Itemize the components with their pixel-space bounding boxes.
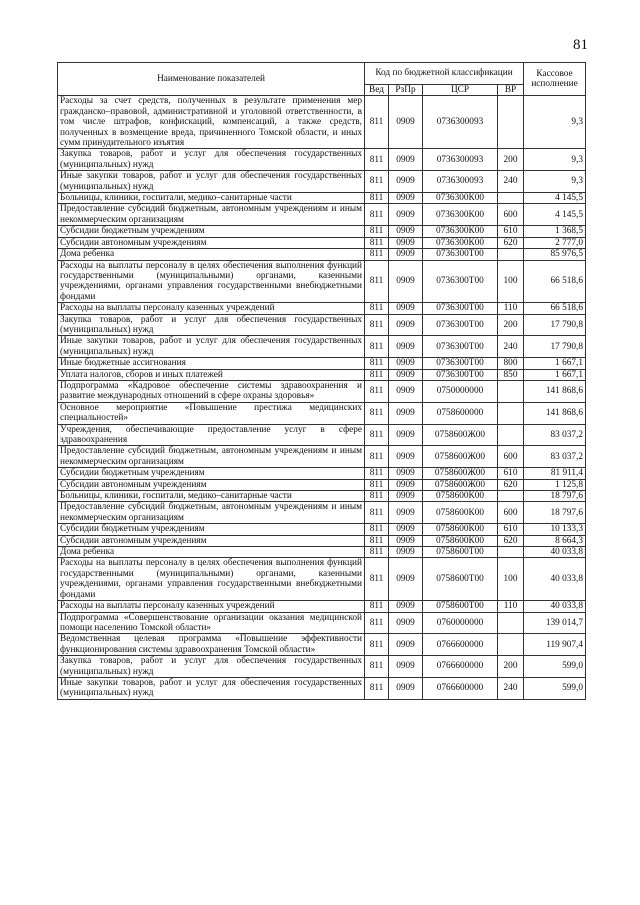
table-row bbox=[58, 369, 586, 380]
row-amount: 85 976,5 bbox=[524, 249, 586, 260]
row-name: Подпрограмма «Совершенствование организации оказания медицинской помощи населению Томской области» bbox=[58, 612, 365, 634]
row-vr: 110 bbox=[498, 303, 524, 314]
row-name: Расходы на выплаты персоналу казенных учреждений bbox=[58, 303, 365, 314]
row-ved: 811 bbox=[365, 547, 389, 558]
row-csr: 0758600Ж00 bbox=[423, 468, 498, 479]
table-row bbox=[58, 237, 586, 248]
row-amount: 40 033,8 bbox=[524, 558, 586, 601]
row-amount: 139 014,7 bbox=[524, 612, 586, 634]
row-amount: 2 777,0 bbox=[524, 237, 586, 248]
row-rzpr: 0909 bbox=[389, 204, 423, 226]
row-name: Основное мероприятие «Повышение престижа медицинских специальностей» bbox=[58, 402, 365, 424]
row-name: Расходы на выплаты персоналу казенных учреждений bbox=[58, 601, 365, 612]
row-rzpr: 0909 bbox=[389, 547, 423, 558]
row-amount: 9,3 bbox=[524, 171, 586, 193]
row-vr: 620 bbox=[498, 535, 524, 546]
row-rzpr: 0909 bbox=[389, 380, 423, 402]
row-vr bbox=[498, 96, 524, 149]
row-csr: 0736300К00 bbox=[423, 237, 498, 248]
row-csr: 0758600Т00 bbox=[423, 601, 498, 612]
row-name: Дома ребенка bbox=[58, 249, 365, 260]
table-row bbox=[58, 303, 586, 314]
row-rzpr: 0909 bbox=[389, 193, 423, 204]
row-name: Дома ребенка bbox=[58, 547, 365, 558]
row-csr: 0736300093 bbox=[423, 96, 498, 149]
row-vr: 610 bbox=[498, 468, 524, 479]
table-row bbox=[58, 535, 586, 546]
table-row bbox=[58, 558, 586, 601]
row-vr bbox=[498, 193, 524, 204]
header-csr: ЦСР bbox=[423, 85, 498, 96]
row-name: Расходы на выплаты персоналу в целях обеспечения выполнения функций государственными (муниципальными) органами, казенными учреждениями, органами управления государственными внебюджетными фондами bbox=[58, 558, 365, 601]
table-row bbox=[58, 96, 586, 149]
row-name: Больницы, клиники, госпитали, медико–санитарные части bbox=[58, 491, 365, 502]
row-name: Субсидии автономным учреждениям bbox=[58, 479, 365, 490]
row-amount: 40 033,8 bbox=[524, 547, 586, 558]
header-amount: Кассовое исполнение bbox=[524, 63, 586, 96]
row-name: Субсидии автономным учреждениям bbox=[58, 237, 365, 248]
row-rzpr: 0909 bbox=[389, 303, 423, 314]
row-rzpr: 0909 bbox=[389, 446, 423, 468]
table-row bbox=[58, 479, 586, 490]
table-row bbox=[58, 612, 586, 634]
row-vr: 600 bbox=[498, 204, 524, 226]
row-amount: 66 518,6 bbox=[524, 303, 586, 314]
row-ved: 811 bbox=[365, 612, 389, 634]
row-amount: 4 145,5 bbox=[524, 204, 586, 226]
row-csr: 0736300Т00 bbox=[423, 303, 498, 314]
row-rzpr: 0909 bbox=[389, 524, 423, 535]
row-vr: 100 bbox=[498, 260, 524, 303]
table-row bbox=[58, 249, 586, 260]
header-rzpr: РзПр bbox=[389, 85, 423, 96]
row-vr: 240 bbox=[498, 677, 524, 699]
row-rzpr: 0909 bbox=[389, 249, 423, 260]
table-row bbox=[58, 193, 586, 204]
table-row bbox=[58, 358, 586, 369]
row-name: Учреждения, обеспечивающие предоставление услуг в сфере здравоохранения bbox=[58, 424, 365, 446]
row-vr: 240 bbox=[498, 171, 524, 193]
table-row bbox=[58, 656, 586, 678]
table-row bbox=[58, 260, 586, 303]
row-csr: 0758600Т00 bbox=[423, 558, 498, 601]
row-rzpr: 0909 bbox=[389, 677, 423, 699]
row-csr: 0758600Ж00 bbox=[423, 479, 498, 490]
row-name: Уплата налогов, сборов и иных платежей bbox=[58, 369, 365, 380]
row-ved: 811 bbox=[365, 226, 389, 237]
row-ved: 811 bbox=[365, 558, 389, 601]
row-csr: 0758600Ж00 bbox=[423, 446, 498, 468]
row-csr: 0758600К00 bbox=[423, 491, 498, 502]
row-ved: 811 bbox=[365, 260, 389, 303]
row-amount: 1 125,8 bbox=[524, 479, 586, 490]
row-ved: 811 bbox=[365, 601, 389, 612]
row-rzpr: 0909 bbox=[389, 535, 423, 546]
row-vr bbox=[498, 249, 524, 260]
row-csr: 0760000000 bbox=[423, 612, 498, 634]
table-row bbox=[58, 204, 586, 226]
row-name: Субсидии бюджетным учреждениям bbox=[58, 468, 365, 479]
header-ved: Вед bbox=[365, 85, 389, 96]
row-rzpr: 0909 bbox=[389, 468, 423, 479]
row-vr: 620 bbox=[498, 479, 524, 490]
row-vr: 600 bbox=[498, 502, 524, 524]
row-amount: 10 133,3 bbox=[524, 524, 586, 535]
row-rzpr: 0909 bbox=[389, 369, 423, 380]
table-row bbox=[58, 380, 586, 402]
table-row bbox=[58, 491, 586, 502]
row-amount: 4 145,5 bbox=[524, 193, 586, 204]
table-row bbox=[58, 677, 586, 699]
row-ved: 811 bbox=[365, 96, 389, 149]
row-vr: 610 bbox=[498, 524, 524, 535]
header-name: Наименование показателей bbox=[58, 63, 365, 96]
row-csr: 0758600000 bbox=[423, 402, 498, 424]
row-amount: 17 790,8 bbox=[524, 314, 586, 336]
row-csr: 0736300К00 bbox=[423, 204, 498, 226]
row-csr: 0736300К00 bbox=[423, 226, 498, 237]
row-csr: 0766600000 bbox=[423, 656, 498, 678]
row-name: Субсидии бюджетным учреждениям bbox=[58, 524, 365, 535]
table-row bbox=[58, 402, 586, 424]
row-vr: 800 bbox=[498, 358, 524, 369]
row-ved: 811 bbox=[365, 204, 389, 226]
row-rzpr: 0909 bbox=[389, 358, 423, 369]
row-vr: 200 bbox=[498, 314, 524, 336]
row-amount: 599,0 bbox=[524, 656, 586, 678]
row-vr: 600 bbox=[498, 446, 524, 468]
row-vr: 110 bbox=[498, 601, 524, 612]
row-ved: 811 bbox=[365, 468, 389, 479]
row-ved: 811 bbox=[365, 677, 389, 699]
header-vr: ВР bbox=[498, 85, 524, 96]
row-vr bbox=[498, 424, 524, 446]
row-ved: 811 bbox=[365, 314, 389, 336]
row-amount: 18 797,6 bbox=[524, 502, 586, 524]
row-csr: 0758600Т00 bbox=[423, 547, 498, 558]
table-row bbox=[58, 634, 586, 656]
row-amount: 141 868,6 bbox=[524, 380, 586, 402]
row-name: Иные закупки товаров, работ и услуг для обеспечения государственных (муниципальных) нужд bbox=[58, 171, 365, 193]
row-name: Закупка товаров, работ и услуг для обеспечения государственных (муниципальных) нужд bbox=[58, 656, 365, 678]
row-csr: 0758600К00 bbox=[423, 502, 498, 524]
row-ved: 811 bbox=[365, 336, 389, 358]
row-vr bbox=[498, 380, 524, 402]
row-csr: 0736300Т00 bbox=[423, 358, 498, 369]
row-vr: 100 bbox=[498, 558, 524, 601]
row-amount: 9,3 bbox=[524, 149, 586, 171]
row-csr: 0736300093 bbox=[423, 149, 498, 171]
row-rzpr: 0909 bbox=[389, 479, 423, 490]
row-name: Расходы за счет средств, полученных в результате применения мер гражданско–правовой, административной и уголовной ответственности, в том числе штрафов, конфискаций, компенсаций, а также средств, полученных в возмещение вреда, причиненного Томской области, и иных сумм принудительного изъятия bbox=[58, 96, 365, 149]
row-amount: 83 037,2 bbox=[524, 446, 586, 468]
row-amount: 141 868,6 bbox=[524, 402, 586, 424]
row-rzpr: 0909 bbox=[389, 171, 423, 193]
table-row bbox=[58, 336, 586, 358]
row-name: Предоставление субсидий бюджетным, автономным учреждениям и иным некоммерческим организациям bbox=[58, 204, 365, 226]
row-csr: 0758600К00 bbox=[423, 535, 498, 546]
row-amount: 81 911,4 bbox=[524, 468, 586, 479]
row-vr: 850 bbox=[498, 369, 524, 380]
row-ved: 811 bbox=[365, 237, 389, 248]
row-amount: 1 368,5 bbox=[524, 226, 586, 237]
row-name: Закупка товаров, работ и услуг для обеспечения государственных (муниципальных) нужд bbox=[58, 314, 365, 336]
row-csr: 0736300093 bbox=[423, 171, 498, 193]
row-rzpr: 0909 bbox=[389, 149, 423, 171]
table-row bbox=[58, 314, 586, 336]
row-vr: 240 bbox=[498, 336, 524, 358]
row-amount: 66 518,6 bbox=[524, 260, 586, 303]
row-rzpr: 0909 bbox=[389, 656, 423, 678]
row-ved: 811 bbox=[365, 149, 389, 171]
table-row bbox=[58, 446, 586, 468]
row-name: Иные закупки товаров, работ и услуг для обеспечения государственных (муниципальных) нужд bbox=[58, 336, 365, 358]
row-csr: 0766600000 bbox=[423, 634, 498, 656]
row-ved: 811 bbox=[365, 358, 389, 369]
row-ved: 811 bbox=[365, 193, 389, 204]
row-rzpr: 0909 bbox=[389, 237, 423, 248]
table-body bbox=[58, 96, 586, 699]
table-row bbox=[58, 524, 586, 535]
header-code-group: Код по бюджетной классификации bbox=[365, 63, 524, 85]
row-ved: 811 bbox=[365, 380, 389, 402]
row-csr: 0736300К00 bbox=[423, 193, 498, 204]
row-vr: 200 bbox=[498, 656, 524, 678]
row-csr: 0758600Ж00 bbox=[423, 424, 498, 446]
row-ved: 811 bbox=[365, 424, 389, 446]
row-ved: 811 bbox=[365, 446, 389, 468]
row-rzpr: 0909 bbox=[389, 491, 423, 502]
row-csr: 0766600000 bbox=[423, 677, 498, 699]
row-name: Субсидии бюджетным учреждениям bbox=[58, 226, 365, 237]
row-ved: 811 bbox=[365, 249, 389, 260]
row-vr: 620 bbox=[498, 237, 524, 248]
row-ved: 811 bbox=[365, 656, 389, 678]
row-name: Закупка товаров, работ и услуг для обеспечения государственных (муниципальных) нужд bbox=[58, 149, 365, 171]
row-name: Предоставление субсидий бюджетным, автономным учреждениям и иным некоммерческим организациям bbox=[58, 502, 365, 524]
row-vr bbox=[498, 634, 524, 656]
row-name: Расходы на выплаты персоналу в целях обеспечения выполнения функций государственными (муниципальными) органами, казенными учреждениями, органами управления государственными внебюджетными фондами bbox=[58, 260, 365, 303]
row-csr: 0750000000 bbox=[423, 380, 498, 402]
row-ved: 811 bbox=[365, 491, 389, 502]
row-csr: 0736300Т00 bbox=[423, 260, 498, 303]
table-row bbox=[58, 547, 586, 558]
table-row bbox=[58, 226, 586, 237]
row-ved: 811 bbox=[365, 479, 389, 490]
row-ved: 811 bbox=[365, 502, 389, 524]
row-name: Иные бюджетные ассигнования bbox=[58, 358, 365, 369]
row-amount: 1 667,1 bbox=[524, 358, 586, 369]
row-amount: 17 790,8 bbox=[524, 336, 586, 358]
row-name: Подпрограмма «Кадровое обеспечение системы здравоохранения и развитие международных отношений в сфере охраны здоровья» bbox=[58, 380, 365, 402]
row-csr: 0736300Т00 bbox=[423, 314, 498, 336]
row-rzpr: 0909 bbox=[389, 96, 423, 149]
table-row bbox=[58, 468, 586, 479]
table-row bbox=[58, 149, 586, 171]
table-row bbox=[58, 502, 586, 524]
row-rzpr: 0909 bbox=[389, 260, 423, 303]
row-csr: 0736300Т00 bbox=[423, 336, 498, 358]
row-ved: 811 bbox=[365, 634, 389, 656]
row-rzpr: 0909 bbox=[389, 558, 423, 601]
row-ved: 811 bbox=[365, 303, 389, 314]
row-ved: 811 bbox=[365, 171, 389, 193]
budget-table bbox=[57, 62, 586, 700]
row-ved: 811 bbox=[365, 524, 389, 535]
row-rzpr: 0909 bbox=[389, 634, 423, 656]
row-csr: 0758600К00 bbox=[423, 524, 498, 535]
row-rzpr: 0909 bbox=[389, 226, 423, 237]
row-name: Ведомственная целевая программа «Повышение эффективности функционирования системы здравоохранения Томской области» bbox=[58, 634, 365, 656]
row-name: Иные закупки товаров, работ и услуг для обеспечения государственных (муниципальных) нужд bbox=[58, 677, 365, 699]
row-vr bbox=[498, 491, 524, 502]
table-row bbox=[58, 424, 586, 446]
row-vr: 200 bbox=[498, 149, 524, 171]
row-amount: 40 033,8 bbox=[524, 601, 586, 612]
row-name: Больницы, клиники, госпитали, медико–санитарные части bbox=[58, 193, 365, 204]
row-rzpr: 0909 bbox=[389, 314, 423, 336]
row-csr: 0736300Т00 bbox=[423, 249, 498, 260]
row-name: Предоставление субсидий бюджетным, автономным учреждениям и иным некоммерческим организациям bbox=[58, 446, 365, 468]
row-vr bbox=[498, 612, 524, 634]
row-rzpr: 0909 bbox=[389, 336, 423, 358]
row-amount: 119 907,4 bbox=[524, 634, 586, 656]
row-amount: 599,0 bbox=[524, 677, 586, 699]
row-vr bbox=[498, 547, 524, 558]
row-amount: 8 664,3 bbox=[524, 535, 586, 546]
row-name: Субсидии автономным учреждениям bbox=[58, 535, 365, 546]
row-amount: 9,3 bbox=[524, 96, 586, 149]
table-row bbox=[58, 171, 586, 193]
row-rzpr: 0909 bbox=[389, 402, 423, 424]
row-vr bbox=[498, 402, 524, 424]
row-amount: 83 037,2 bbox=[524, 424, 586, 446]
row-amount: 18 797,6 bbox=[524, 491, 586, 502]
row-csr: 0736300Т00 bbox=[423, 369, 498, 380]
table-row bbox=[58, 601, 586, 612]
row-ved: 811 bbox=[365, 402, 389, 424]
page-number: 81 bbox=[573, 37, 588, 53]
row-rzpr: 0909 bbox=[389, 612, 423, 634]
row-rzpr: 0909 bbox=[389, 601, 423, 612]
row-amount: 1 667,1 bbox=[524, 369, 586, 380]
row-rzpr: 0909 bbox=[389, 424, 423, 446]
row-vr: 610 bbox=[498, 226, 524, 237]
row-ved: 811 bbox=[365, 369, 389, 380]
row-ved: 811 bbox=[365, 535, 389, 546]
row-rzpr: 0909 bbox=[389, 502, 423, 524]
